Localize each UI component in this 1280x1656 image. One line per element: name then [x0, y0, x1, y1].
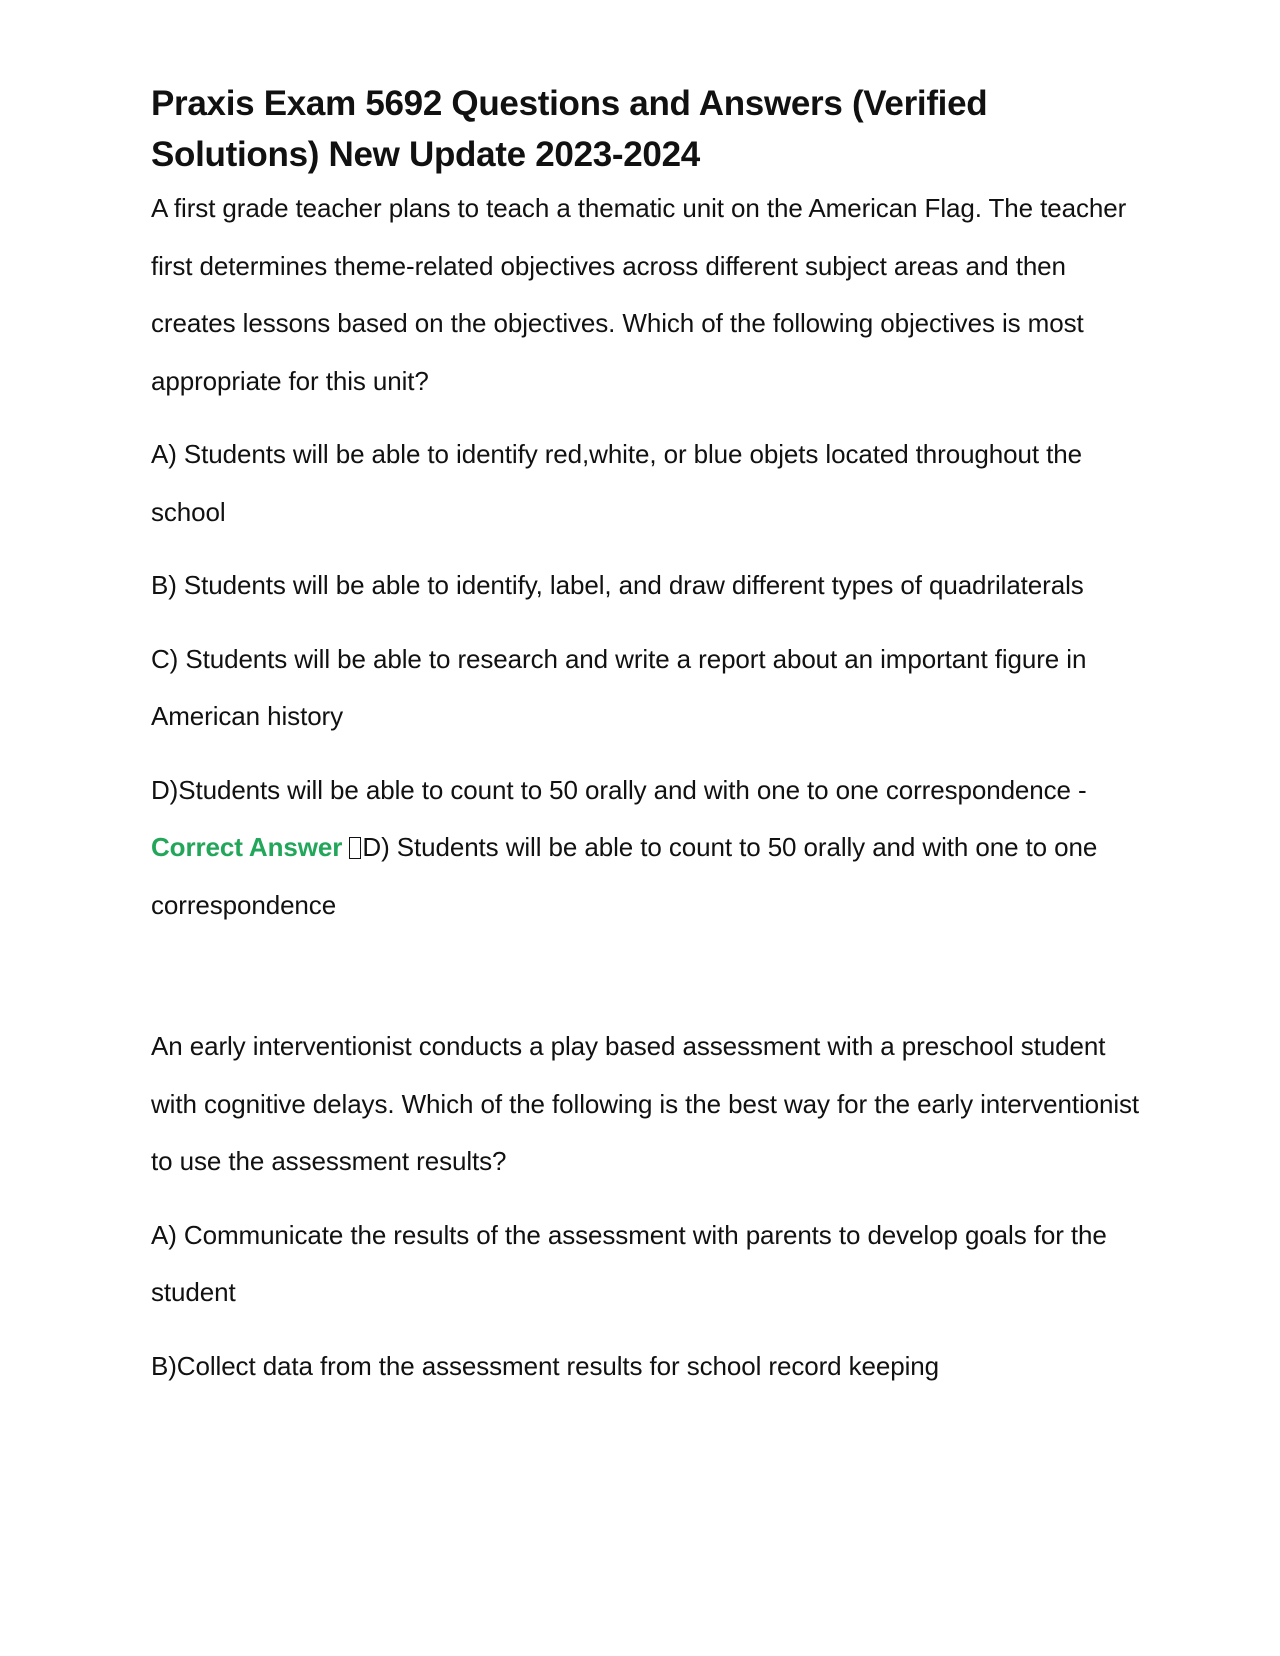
- missing-glyph-box-icon: [349, 837, 361, 859]
- question-1-option-a: A) Students will be able to identify red,white, or blue objets located throughout the school: [151, 439, 1082, 527]
- question-2: [151, 1018, 1141, 1395]
- question-2-option-a: A) Communicate the results of the assessment with parents to develop goals for the student: [151, 1219, 1107, 1307]
- question-2-stem: An early interventionist conducts a play based assessment with a preschool student with cognitive delays. Which of the following is the best way for the early interventionist to use the assessment results?: [151, 1031, 1140, 1176]
- question-1-stem: A first grade teacher plans to teach a thematic unit on the American Flag. The teacher first determines theme-related objectives across different subject areas and then creates lessons based on the objectives. Which of the following objectives is most appropriate for this unit?: [151, 193, 1127, 396]
- question-1: [151, 180, 1141, 934]
- document-page: [151, 78, 1141, 1395]
- question-2-option-b: B)Collect data from the assessment results for school record keeping: [151, 1350, 940, 1381]
- question-1-option-b: B) Students will be able to identify, label, and draw different types of quadrilaterals: [151, 570, 1084, 600]
- correct-answer-label: Correct Answer: [151, 832, 343, 862]
- question-1-option-c: C) Students will be able to research and write a report about an important figure in American history: [151, 643, 1087, 731]
- question-1-option-d: D)Students will be able to count to 50 orally and with one to one correspondence -: [151, 774, 1087, 805]
- question-1-option-d-with-answer: [151, 762, 1141, 935]
- question-1-answer: D) Students will be able to count to 50 orally and with one to one correspondence: [151, 832, 1098, 920]
- document-title: Praxis Exam 5692 Questions and Answers (Verified Solutions) New Update 2023-2024: [151, 84, 988, 174]
